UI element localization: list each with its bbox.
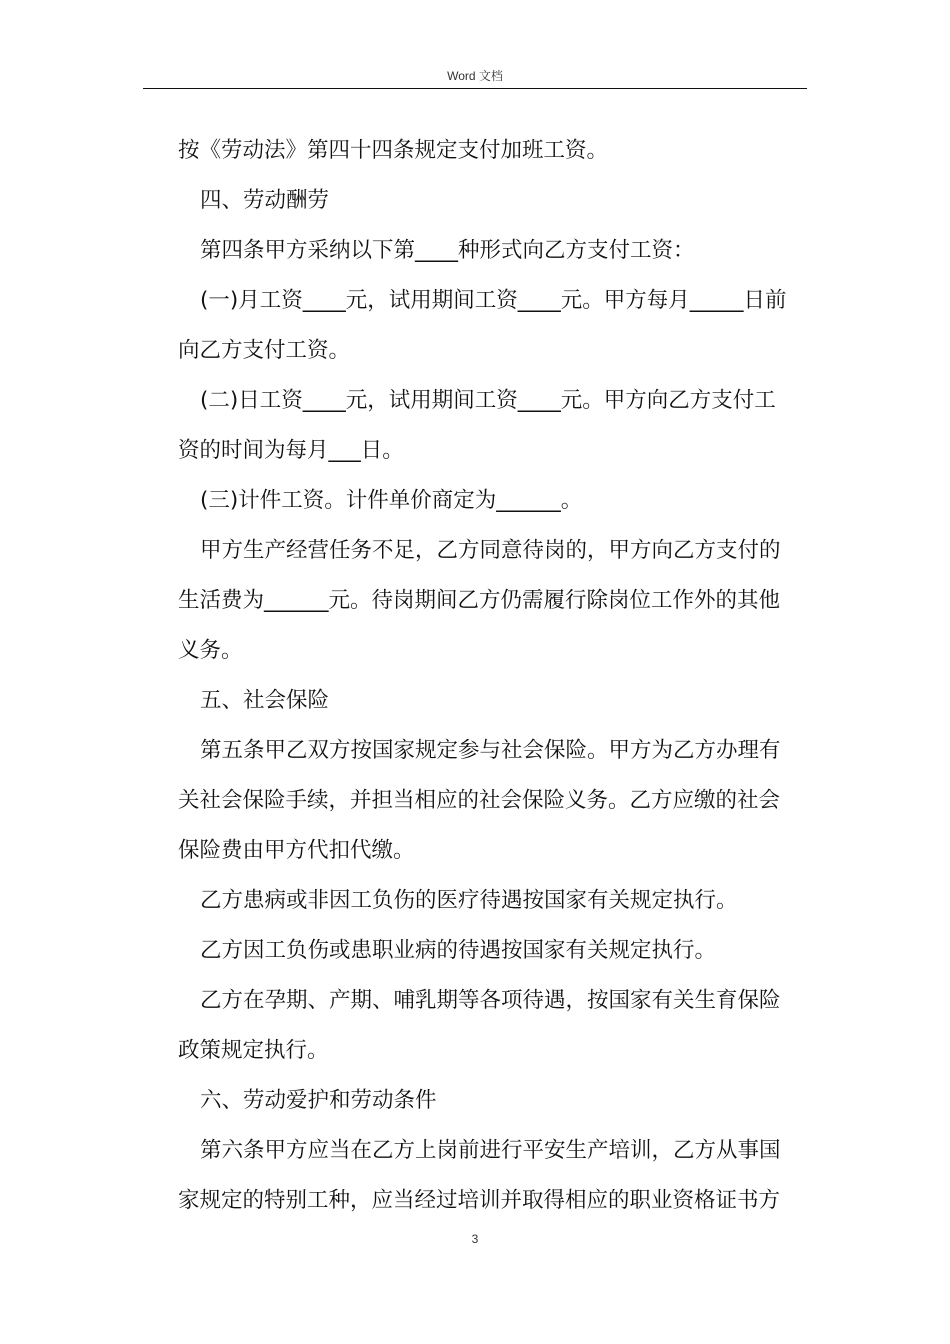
text-line: 保险费由甲方代扣代缴。 [178, 838, 415, 863]
header-divider [143, 88, 807, 89]
text-line: 向乙方支付工资。 [178, 338, 351, 363]
text-line: 第四条甲方采纳以下第____种形式向乙方支付工资： [200, 238, 695, 263]
text-line: 乙方在孕期、产期、哺乳期等各项待遇，按国家有关生育保险 [200, 988, 781, 1013]
text-line: 生活费为______元。待岗期间乙方仍需履行除岗位工作外的其他 [178, 588, 781, 613]
text-line: 义务。 [178, 638, 243, 663]
text-line: 乙方患病或非因工负伤的医疗待遇按国家有关规定执行。 [200, 888, 738, 913]
text-line: 政策规定执行。 [178, 1038, 329, 1063]
text-line: 关社会保险手续，并担当相应的社会保险义务。乙方应缴的社会 [178, 788, 781, 813]
text-line: 甲方生产经营任务不足，乙方同意待岗的，甲方向乙方支付的 [200, 538, 781, 563]
text-line: 四、劳动酬劳 [200, 188, 330, 213]
text-line: 资的时间为每月___日。 [178, 438, 404, 463]
text-line: (三)计件工资。计件单价商定为______。 [200, 488, 583, 513]
text-line: 家规定的特别工种，应当经过培训并取得相应的职业资格证书方 [178, 1188, 781, 1213]
text-line: 第五条甲乙双方按国家规定参与社会保险。甲方为乙方办理有 [200, 738, 781, 763]
document-body [178, 126, 808, 1226]
text-line: 第六条甲方应当在乙方上岗前进行平安生产培训，乙方从事国 [200, 1138, 781, 1163]
text-line: 乙方因工负伤或患职业病的待遇按国家有关规定执行。 [200, 938, 717, 963]
text-line: 五、社会保险 [200, 688, 330, 713]
document-header-title: Word 文档 [447, 69, 503, 83]
text-line: 六、劳动爱护和劳动条件 [200, 1088, 437, 1113]
text-line: (一)月工资____元，试用期间工资____元。甲方每月_____日前 [200, 288, 787, 313]
page-number: 3 [471, 1232, 479, 1246]
text-line: (二)日工资____元，试用期间工资____元。甲方向乙方支付工 [200, 388, 776, 413]
text-line: 按《劳动法》第四十四条规定支付加班工资。 [178, 138, 609, 163]
